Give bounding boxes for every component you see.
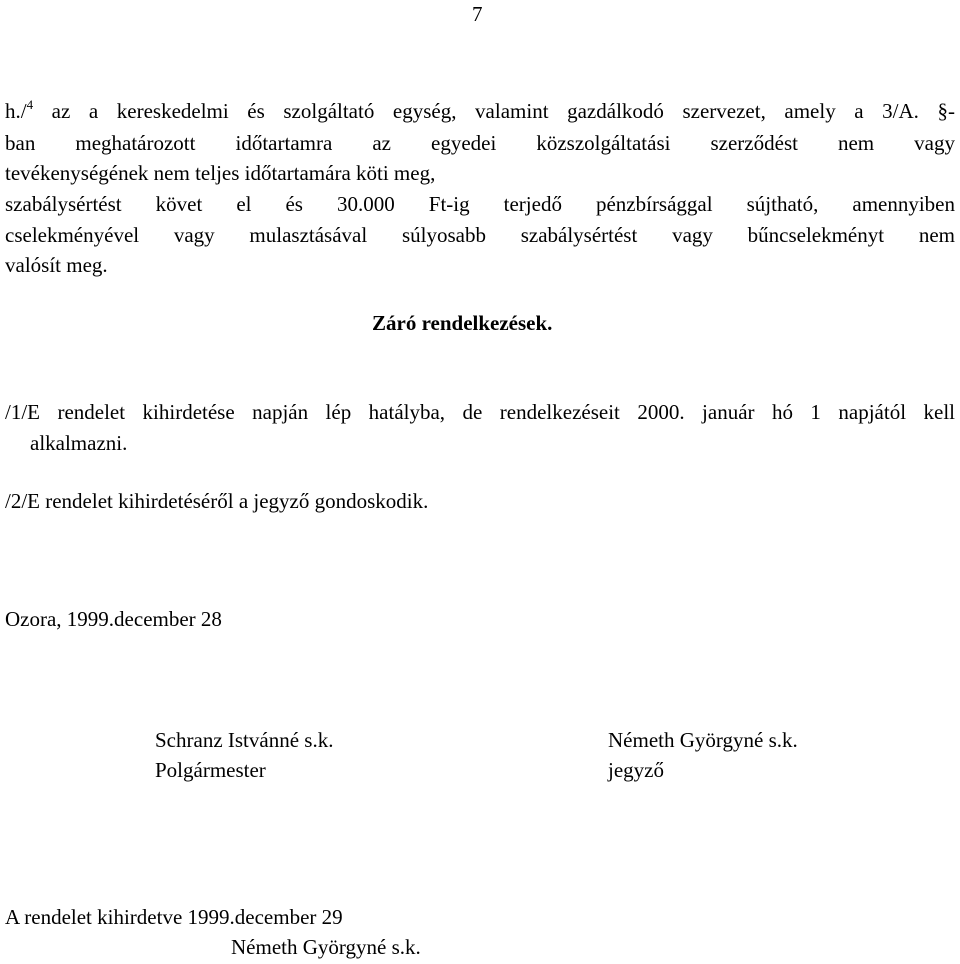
signature-left-name: Schranz Istvánné s.k. bbox=[155, 728, 334, 752]
section-h-line-1-text: az a kereskedelmi és szolgáltató egység, valamint gazdálkodó szervezet, amely a 3/A. §- bbox=[33, 99, 955, 123]
section-h-prefix: h./ bbox=[5, 99, 27, 123]
section-heading: Záró rendelkezések. bbox=[372, 311, 553, 335]
section-h-line-4: szabálysértést követ el és 30.000 Ft-ig terjedő pénzbírsággal sújtható, amennyiben bbox=[5, 192, 955, 216]
section-h-line-2: ban meghatározott időtartamra az egyedei közszolgáltatási szerződést nem vagy bbox=[5, 131, 955, 155]
signature-right-title: jegyző bbox=[608, 758, 664, 782]
section-h-line-1 bbox=[5, 97, 955, 123]
signature-left-title: Polgármester bbox=[155, 758, 266, 782]
signature-right-name: Németh Györgyné s.k. bbox=[608, 728, 798, 752]
announcement-line-1: A rendelet kihirdetve 1999.december 29 bbox=[5, 905, 343, 929]
footnote-marker: 4 bbox=[26, 97, 34, 112]
announcement-line-2: Németh Györgyné s.k. bbox=[231, 935, 421, 959]
place-date: Ozora, 1999.december 28 bbox=[5, 607, 222, 631]
section-h-line-3: tevékenységének nem teljes időtartamára köti meg, bbox=[5, 161, 436, 185]
page-number: 7 bbox=[472, 2, 483, 26]
clause-2: /2/E rendelet kihirdetéséről a jegyző gondoskodik. bbox=[5, 489, 429, 513]
section-h-line-6: valósít meg. bbox=[5, 253, 108, 277]
clause-1-line-2: alkalmazni. bbox=[30, 431, 128, 455]
clause-1-line-1: /1/E rendelet kihirdetése napján lép hatályba, de rendelkezéseit 2000. január hó 1 napjától kell bbox=[5, 400, 955, 424]
section-h-line-5: cselekményével vagy mulasztásával súlyosabb szabálysértést vagy bűncselekményt nem bbox=[5, 223, 955, 247]
